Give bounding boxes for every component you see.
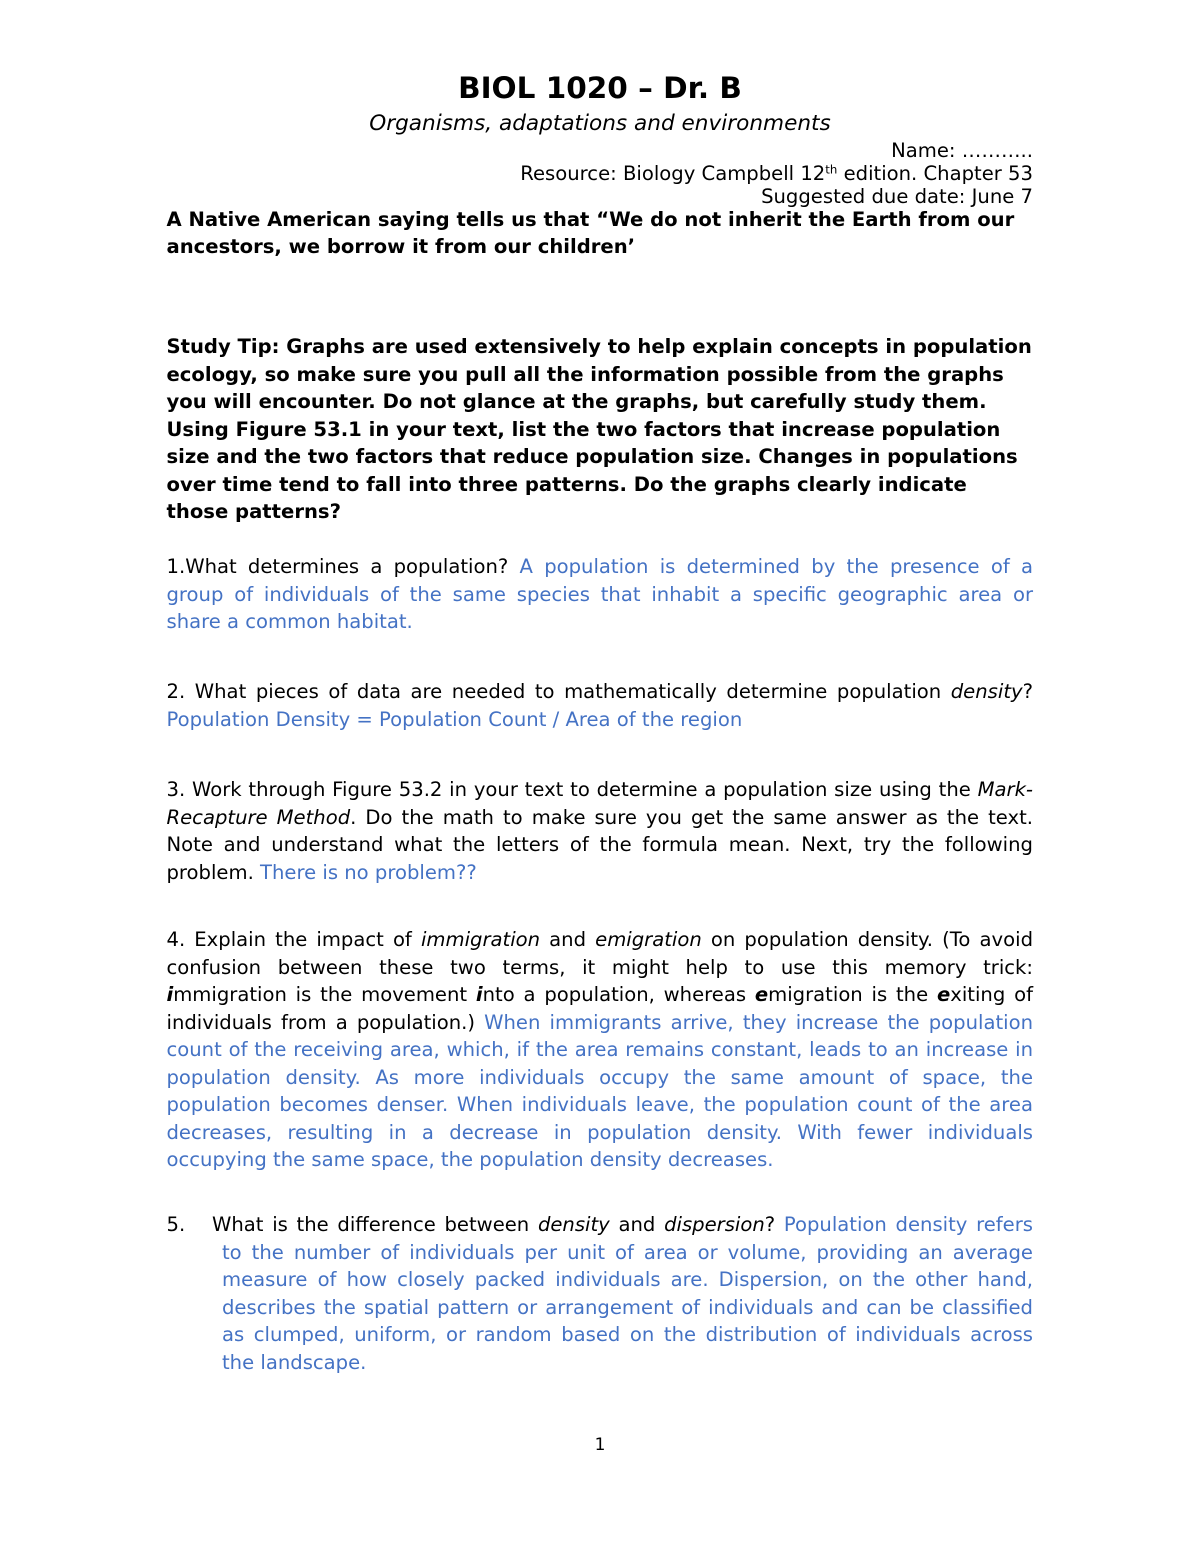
question-4-line bbox=[167, 954, 1034, 982]
resource-text: Resource: Biology Campbell 12 bbox=[520, 161, 826, 185]
question-3-term: Mark- bbox=[977, 778, 1033, 802]
study-tip-line: over time tend to fall into three patterns. Do the graphs clearly indicate bbox=[166, 472, 967, 496]
course-subtitle: Organisms, adaptations and environments bbox=[369, 111, 831, 136]
question-4-line bbox=[167, 981, 1034, 1009]
question-5-term: density bbox=[537, 1213, 610, 1237]
question-4-line bbox=[167, 1064, 1034, 1092]
question-4-line bbox=[167, 1009, 1034, 1037]
question-4-text: 4. Explain the impact of bbox=[166, 928, 421, 952]
question-5-answer: the landscape. bbox=[222, 1350, 367, 1374]
assignment-meta bbox=[167, 139, 1034, 208]
question-3-line bbox=[167, 776, 1034, 804]
question-2 bbox=[167, 678, 1034, 733]
question-3-term: Recapture Method bbox=[166, 805, 351, 829]
study-tip-line: Study Tip: Graphs are used extensively to help explain concepts in population bbox=[166, 335, 1032, 359]
question-4-text: migration is the bbox=[768, 983, 937, 1007]
student-name-line: Name: ……….. bbox=[891, 138, 1033, 162]
question-3-line bbox=[167, 859, 1034, 887]
memory-trick-letter: e bbox=[936, 983, 951, 1007]
question-1-text: 1.What determines a population? bbox=[166, 555, 520, 579]
question-5 bbox=[167, 1211, 1034, 1376]
question-5-text: What is the difference between bbox=[212, 1213, 538, 1237]
question-5-answer: describes the spatial pattern or arrangement of individuals and can be classified bbox=[222, 1295, 1033, 1319]
question-3-answer: There is no problem?? bbox=[260, 860, 477, 884]
question-5-line bbox=[167, 1349, 1034, 1377]
question-1-answer: A population is determined by the presence of a bbox=[519, 555, 1033, 579]
question-5-line bbox=[167, 1239, 1034, 1267]
study-tip-line: size and the two factors that reduce population size. Changes in populations bbox=[166, 445, 1018, 469]
question-5-answer: to the number of individuals per unit of area or volume, providing an average bbox=[222, 1240, 1033, 1264]
question-4-answer: population density. As more individuals occupy the same amount of space, the bbox=[166, 1065, 1033, 1089]
question-4-text: xiting of bbox=[950, 983, 1033, 1007]
page-number: 1 bbox=[594, 1435, 606, 1455]
memory-trick-letter: i bbox=[475, 983, 483, 1007]
question-1-line bbox=[167, 581, 1034, 609]
question-5-number: 5. bbox=[166, 1213, 186, 1237]
question-2-text: 2. What pieces of data are needed to mathematically determine population bbox=[166, 680, 951, 704]
resource-text-end: edition. Chapter 53 bbox=[837, 161, 1033, 185]
question-2-line bbox=[167, 678, 1034, 706]
question-1 bbox=[167, 553, 1034, 636]
resource-line bbox=[167, 162, 1034, 185]
question-4-text: individuals from a population.) bbox=[166, 1010, 485, 1034]
study-tip-line: ecology, so make sure you pull all the information possible from the graphs bbox=[166, 362, 1004, 386]
native-american-quote bbox=[167, 206, 1034, 260]
quote-line: A Native American saying tells us that “We do not inherit the Earth from our bbox=[166, 207, 1015, 231]
question-1-answer: share a common habitat. bbox=[166, 610, 413, 634]
question-4-line bbox=[167, 1091, 1034, 1119]
question-1-line bbox=[167, 553, 1034, 581]
question-1-line bbox=[167, 608, 1034, 636]
study-tip-line: Using Figure 53.1 in your text, list the two factors that increase population bbox=[166, 417, 1001, 441]
study-tip bbox=[167, 333, 1034, 526]
question-4-term: immigration bbox=[420, 928, 541, 952]
question-5-line bbox=[167, 1321, 1034, 1349]
question-4-line bbox=[167, 1146, 1034, 1174]
question-4-text: and bbox=[540, 928, 596, 952]
question-4-answer: population becomes denser. When individuals leave, the population count of the area bbox=[166, 1093, 1033, 1117]
question-4 bbox=[167, 926, 1034, 1174]
question-3-text: 3. Work through Figure 53.2 in your text to determine a population size using the bbox=[166, 778, 978, 802]
question-4-answer: occupying the same space, the population density decreases. bbox=[166, 1148, 774, 1172]
question-5-text: ? bbox=[764, 1213, 784, 1237]
question-3-text: . Do the math to make sure you get the same answer as the text. bbox=[350, 805, 1033, 829]
question-2-text: ? bbox=[1022, 680, 1033, 704]
memory-trick-letter: i bbox=[166, 983, 174, 1007]
course-title: BIOL 1020 – Dr. B bbox=[458, 71, 742, 105]
question-4-text: nto a population, whereas bbox=[482, 983, 755, 1007]
question-3-line bbox=[167, 804, 1034, 832]
question-4-text: mmigration is the movement bbox=[173, 983, 476, 1007]
question-5-line bbox=[167, 1266, 1034, 1294]
question-4-text: confusion between these two terms, it might help to use this memory trick: bbox=[166, 955, 1033, 979]
question-4-line bbox=[167, 926, 1034, 954]
memory-trick-letter: e bbox=[754, 983, 769, 1007]
question-2-answer: Population Density = Population Count / Area of the region bbox=[166, 707, 743, 731]
question-4-line bbox=[167, 1036, 1034, 1064]
question-5-line bbox=[167, 1294, 1034, 1322]
question-4-term: emigration bbox=[595, 928, 702, 952]
study-tip-line: those patterns? bbox=[166, 500, 341, 524]
question-2-term: density bbox=[950, 680, 1023, 704]
question-2-line bbox=[167, 706, 1034, 734]
question-4-text: on population density. (To avoid bbox=[701, 928, 1034, 952]
question-3 bbox=[167, 776, 1034, 886]
question-4-line bbox=[167, 1119, 1034, 1147]
question-5-text: and bbox=[609, 1213, 665, 1237]
question-5-term: dispersion bbox=[664, 1213, 765, 1237]
question-1-answer: group of individuals of the same species that inhabit a specific geographic area or bbox=[166, 582, 1033, 606]
ordinal-suffix: th bbox=[825, 162, 838, 177]
question-4-answer: count of the receiving area, which, if the area remains constant, leads to an increase in bbox=[166, 1038, 1033, 1062]
question-5-line bbox=[167, 1211, 1034, 1239]
question-3-line bbox=[167, 831, 1034, 859]
question-4-answer: decreases, resulting in a decrease in population density. With fewer individuals bbox=[166, 1120, 1033, 1144]
question-3-text: problem. bbox=[166, 860, 261, 884]
question-5-answer: as clumped, uniform, or random based on the distribution of individuals across bbox=[222, 1323, 1033, 1347]
study-tip-line: you will encounter. Do not glance at the graphs, but carefully study them. bbox=[166, 390, 987, 414]
due-date-line: Suggested due date: June 7 bbox=[761, 184, 1033, 208]
quote-line: ancestors, we borrow it from our children’ bbox=[166, 234, 636, 258]
question-5-answer: Population density refers bbox=[783, 1213, 1033, 1237]
question-3-text: Note and understand what the letters of the formula mean. Next, try the following bbox=[166, 833, 1033, 857]
question-5-answer: measure of how closely packed individuals are. Dispersion, on the other hand, bbox=[222, 1268, 1033, 1292]
question-4-answer: When immigrants arrive, they increase the population bbox=[484, 1010, 1034, 1034]
